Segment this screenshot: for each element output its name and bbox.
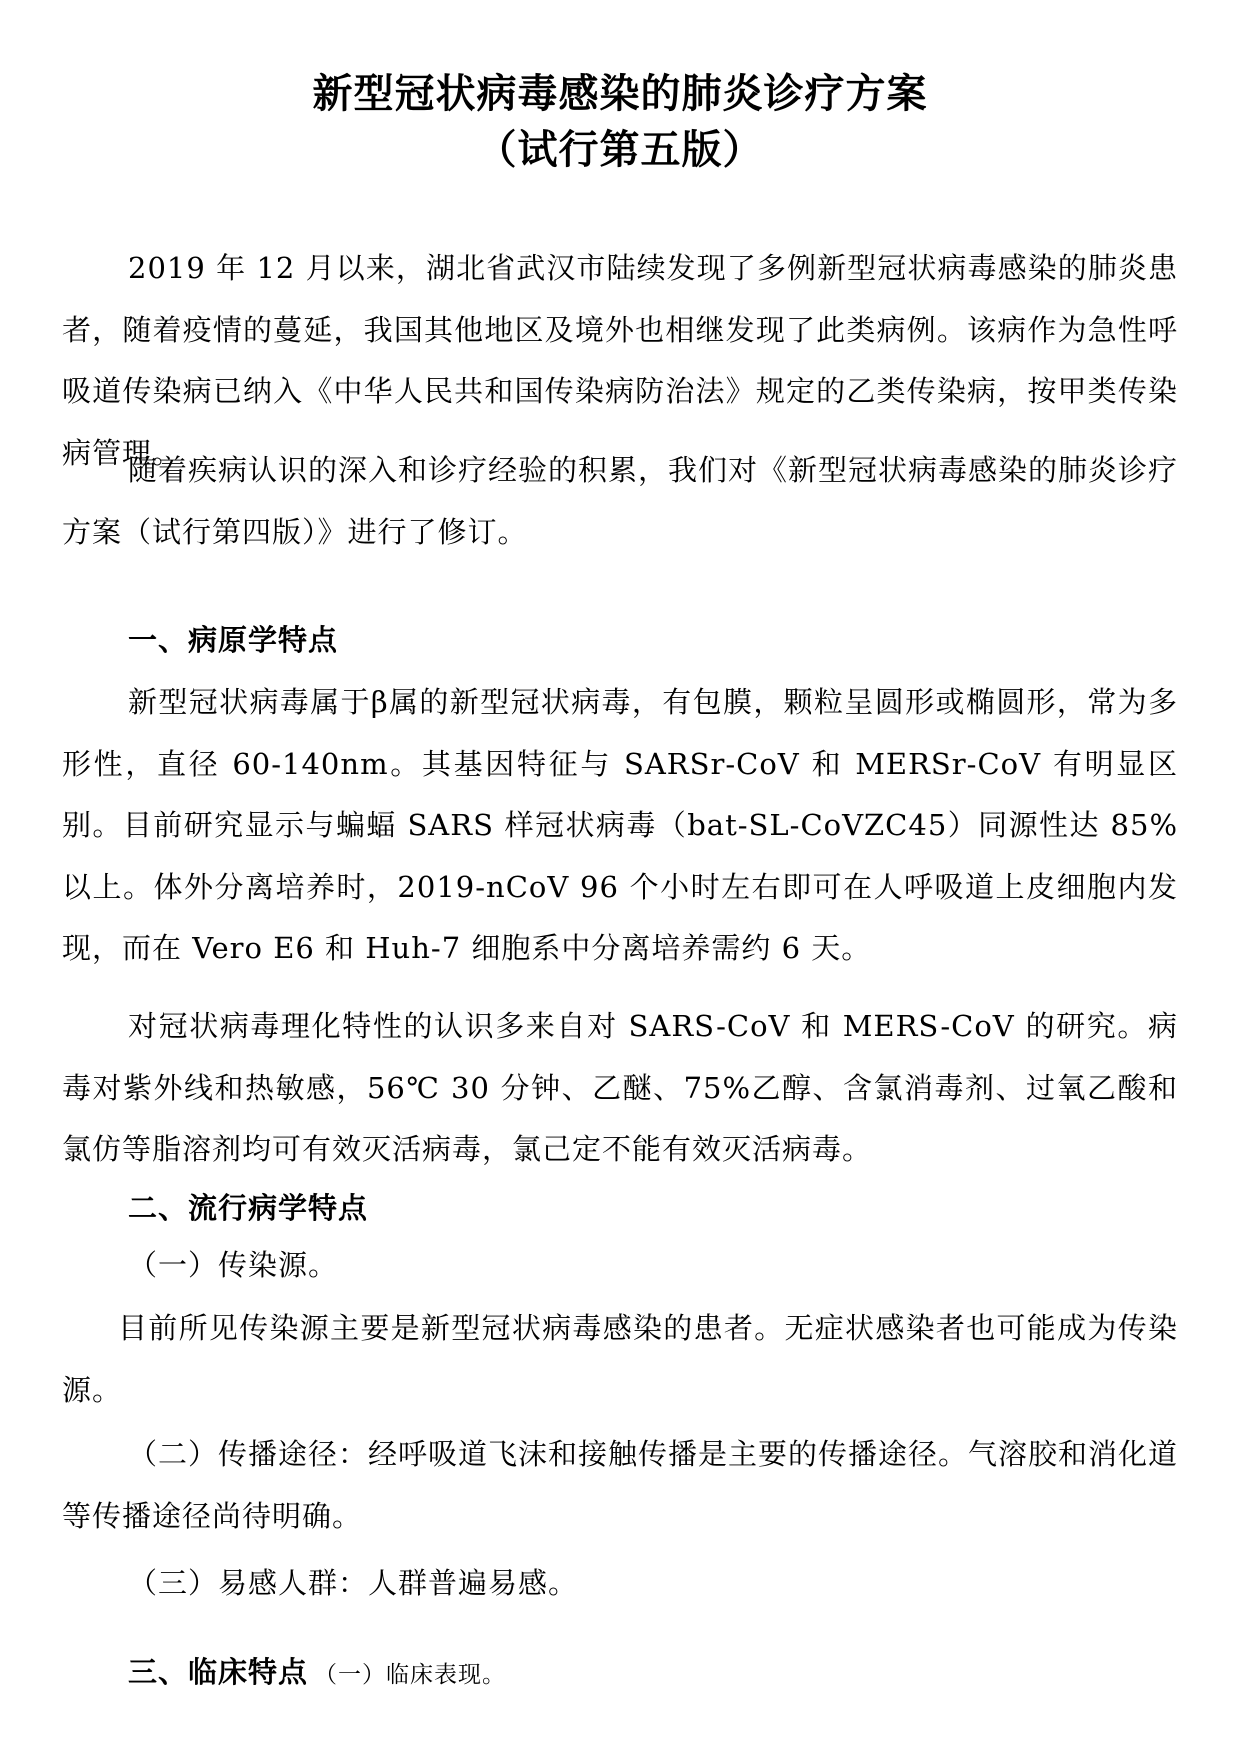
intro-paragraph-1: 2019 年 12 月以来，湖北省武汉市陆续发现了多例新型冠状病毒感染的肺炎患者，随着疫情的蔓延，我国其他地区及境外也相继发现了此类病例。该病作为急性呼吸道传染病已纳入《中华人民共和国传染病防治法》规定的乙类传染病，按甲类传染病管理。 [62, 251, 1178, 470]
document-subtitle: （试行第五版） [476, 127, 764, 173]
section-1-paragraph-1: 新型冠状病毒属于β属的新型冠状病毒，有包膜，颗粒呈圆形或椭圆形，常为多形性，直径 60-140nm。其基因特征与 SARSr-CoV 和 MERSr-CoV 有明显区别。目前研究显示与蝙蝠 SARS 样冠状病毒（bat-SL-CoVZC45）同源性达 85%以上。体外分离培养时，2019-nCoV 96 个小时左右即可在人呼吸道上皮细胞内发现，而在 Vero E6 和 Huh-7 细胞系中分离培养需约 6 天。 [62, 685, 1178, 965]
section-2-sub-1-text: 目前所见传染源主要是新型冠状病毒感染的患者。无症状感染者也可能成为传染源。 [62, 1311, 1178, 1407]
section-3-heading-line [128, 1652, 506, 1695]
section-3-subheading-1: （一）临床表现。 [314, 1662, 507, 1688]
section-1-heading: 一、病原学特点 [128, 623, 339, 657]
section-2-subheading-2: （二）传播途径：经呼吸道飞沫和接触传播是主要的传播途径。气溶胶和消化道等传播途径尚待明确。 [62, 1437, 1179, 1533]
section-3-heading: 三、临床特点 [128, 1655, 309, 1689]
section-2-subheading-1: （一）传染源。 [128, 1248, 339, 1282]
intro-paragraph-2: 随着疾病认识的深入和诊疗经验的积累，我们对《新型冠状病毒感染的肺炎诊疗方案（试行第四版）》进行了修订。 [62, 453, 1179, 549]
section-2-subheading-3: （三）易感人群：人群普遍易感。 [128, 1566, 579, 1600]
section-1-paragraph-2: 对冠状病毒理化特性的认识多来自对 SARS-CoV 和 MERS-CoV 的研究。病毒对紫外线和热敏感，56℃ 30 分钟、乙醚、75%乙醇、含氯消毒剂、过氧乙酸和氯仿等脂溶剂均可有效灭活病毒，氯己定不能有效灭活病毒。 [62, 1009, 1178, 1166]
document-title: 新型冠状病毒感染的肺炎诊疗方案 [312, 71, 928, 117]
section-2-heading: 二、流行病学特点 [128, 1191, 369, 1225]
